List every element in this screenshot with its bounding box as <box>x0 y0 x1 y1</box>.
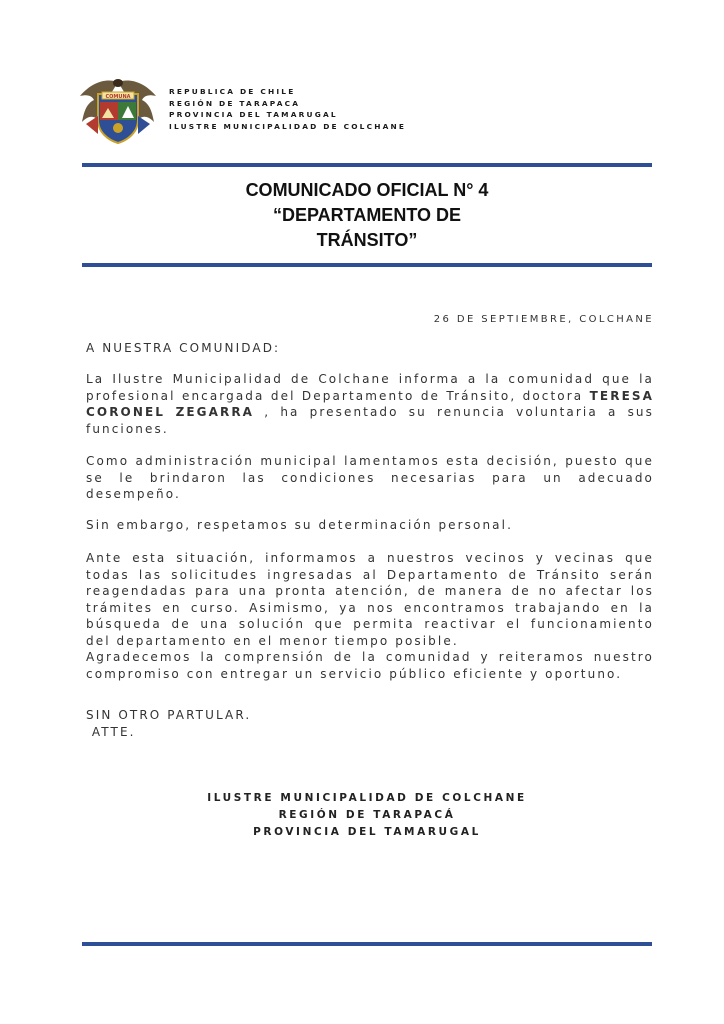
salutation: A NUESTRA COMUNIDAD: <box>86 341 281 355</box>
paragraph-5: Agradecemos la comprensión de la comunidad y reiteramos nuestro compromiso con entregar un servicio público eficiente y oportuno. <box>86 650 654 681</box>
letterhead-municipality: ILUSTRE MUNICIPALIDAD DE COLCHANE <box>169 121 407 131</box>
document-date: 26 DE SEPTIEMBRE, COLCHANE <box>433 314 654 325</box>
top-divider <box>82 163 652 167</box>
paragraph-1 <box>86 371 654 437</box>
letterhead-province: PROVINCIA DEL TAMARUGAL <box>169 110 338 119</box>
closing-line-2: ATTE. <box>86 724 136 739</box>
signature-province: PROVINCIA DEL TAMARUGAL <box>253 826 481 838</box>
signature-region: REGIÓN DE TARAPACÁ <box>278 809 456 821</box>
title-line-3: TRÁNSITO” <box>316 230 418 250</box>
municipal-seal-icon <box>76 76 160 146</box>
letterhead <box>169 86 406 132</box>
letterhead-country: REPUBLICA DE CHILE <box>169 87 296 96</box>
closing <box>86 707 654 740</box>
official-name: TERESA CORONEL ZEGARRA <box>86 388 654 419</box>
paragraph-3: Sin embargo, respetamos su determinación personal. <box>86 518 513 532</box>
bottom-divider <box>82 942 652 946</box>
title-line-2: “DEPARTAMENTO DE <box>272 205 461 225</box>
signature-block <box>82 790 652 841</box>
paragraph-2: Como administración municipal lamentamos esta decisión, puesto que se le brindaron las condiciones necesarias para un adecuado desempeño. <box>86 454 654 501</box>
paragraph-1-intro: La Ilustre Municipalidad de Colchane informa a la comunidad que la profesional encargada del Departamento de Tránsito, doctora <box>86 372 654 403</box>
paragraph-4: Ante esta situación, informamos a nuestros vecinos y vecinas que todas las solicitudes ingresadas al Departamento de Tránsito serán reagendadas para una pronta atención, de manera de no afectar los trámites en curso. Asimismo, ya nos encontramos trabajando en la búsqueda de una solución que permita reactivar el funcionamiento del departamento en el menor tiempo posible. <box>86 551 654 648</box>
paragraph-1-end: , ha presentado su renuncia voluntaria a sus funciones. <box>86 405 654 436</box>
letterhead-region: REGIÓN DE TARAPACA <box>169 98 301 108</box>
svg-text:COMUNA: COMUNA <box>105 94 131 100</box>
closing-line-1: SIN OTRO PARTULAR. <box>86 708 252 722</box>
document-title <box>82 178 652 253</box>
title-divider <box>82 263 652 267</box>
paragraph-4-block <box>86 550 654 682</box>
signature-municipality: ILUSTRE MUNICIPALIDAD DE COLCHANE <box>207 792 527 804</box>
title-line-1: COMUNICADO OFICIAL N° 4 <box>245 180 489 200</box>
